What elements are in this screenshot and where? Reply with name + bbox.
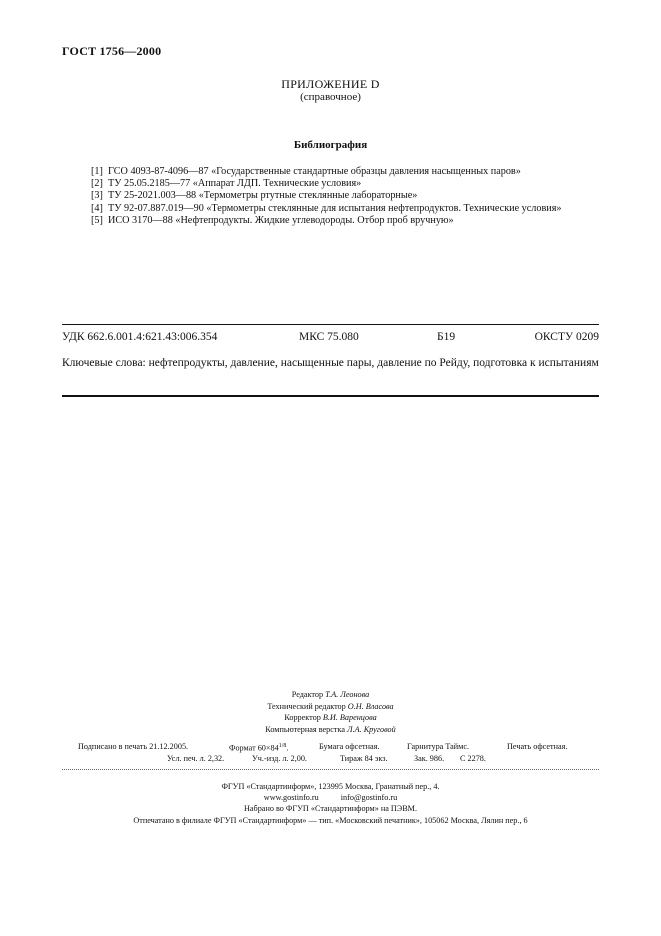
item-number: [4]	[91, 202, 103, 214]
typeface: Гарнитура Таймс.	[407, 742, 470, 751]
email-link: info@gostinfo.ru	[340, 793, 398, 803]
publisher-address: ФГУП «Стандартинформ», 123995 Москва, Гранатный пер., 4.	[221, 782, 440, 791]
bibliography-item	[91, 166, 562, 178]
standard-number: ГОСТ 1756—2000	[62, 44, 162, 58]
bibliography-item	[91, 178, 562, 190]
print-run: Тираж 84 экз.	[340, 753, 388, 763]
item-number: [3]	[91, 190, 103, 202]
okstu-code: ОКСТУ 0209	[534, 331, 599, 343]
item-text: ИСО 3170—88 «Нефтепродукты. Жидкие углеводороды. Отбор проб вручную»	[108, 214, 454, 226]
appendix-title: ПРИЛОЖЕНИЕ D	[281, 77, 380, 91]
corrector-line: Корректор В.И. Варенцова	[284, 713, 377, 722]
top-divider	[62, 324, 599, 325]
layout-line: Компьютерная верстка Л.А. Круговой	[265, 724, 396, 734]
printed-note: Отпечатано в филиале ФГУП «Стандартинформ» — тип. «Московский печатник», 105062 Москва, Лялин пер., 6	[133, 815, 528, 825]
corrector-name: В.И. Варенцова	[322, 713, 377, 722]
editor-name: Т.А. Леонова	[325, 690, 370, 699]
tech-editor-name: О.Н. Власова	[347, 701, 394, 711]
classification-row	[62, 331, 599, 345]
publisher-block	[0, 781, 661, 826]
mks-code: МКС 75.080	[299, 331, 359, 343]
item-text: ТУ 25-2021.003—88 «Термометры ртутные стеклянные лабораторные»	[108, 190, 418, 202]
layout-name: Л.А. Круговой	[347, 724, 396, 734]
signed-date: Подписано в печать 21.12.2005.	[78, 742, 189, 751]
item-number: [2]	[91, 178, 103, 190]
paper-format: Формат $60\times 84^{1/8}$.	[229, 743, 289, 753]
typeset-note: Набрано во ФГУП «Стандартинформ» на ПЭВМ.	[244, 804, 417, 814]
tech-editor-line: Технический редактор О.Н. Власова	[267, 701, 394, 711]
paper-type: Бумага офсетная.	[319, 742, 380, 751]
bibliography-item	[91, 203, 562, 215]
bibliography-item	[91, 215, 562, 227]
bibliography-item	[91, 190, 562, 202]
bottom-divider	[62, 395, 599, 397]
bibliography-list	[91, 166, 562, 227]
order-number: Зак. 986.	[414, 753, 445, 763]
website-link: www.gostinfo.ru	[263, 793, 319, 803]
item-number: [1]	[91, 166, 103, 177]
item-text: ТУ 25.05.2185—77 «Аппарат ЛДП. Технические условия»	[108, 178, 362, 190]
bibliography-title: Библиография	[293, 139, 368, 151]
print-type: Печать офсетная.	[507, 742, 568, 751]
item-text: ТУ 92-07.887.019—90 «Термометры стеклянные для испытания нефтепродуктов. Технические условия»	[108, 202, 562, 214]
order-code: С 2278.	[460, 753, 486, 763]
keywords: Ключевые слова: нефтепродукты, давление, насыщенные пары, давление по Рейду, подготовка к испытаниям	[62, 357, 599, 369]
printing-info	[62, 741, 599, 764]
editors-block	[0, 689, 661, 735]
publisher-contacts	[0, 792, 661, 803]
publication-sheets: Уч.-изд. л. 2,00.	[252, 753, 307, 763]
item-text: ГСО 4093-87-4096—87 «Государственные стандартные образцы давления насыщенных паров»	[108, 166, 521, 177]
editor-line: Редактор Т.А. Леонова	[291, 690, 370, 699]
udk-code: УДК 662.6.001.4:621.43:006.354	[62, 331, 218, 343]
appendix-subtitle: (справочное)	[300, 91, 361, 103]
dotted-divider	[62, 769, 599, 770]
print-sheets: Усл. печ. л. 2,32.	[167, 753, 225, 763]
item-number: [5]	[91, 214, 103, 226]
group-code: Б19	[437, 331, 456, 343]
